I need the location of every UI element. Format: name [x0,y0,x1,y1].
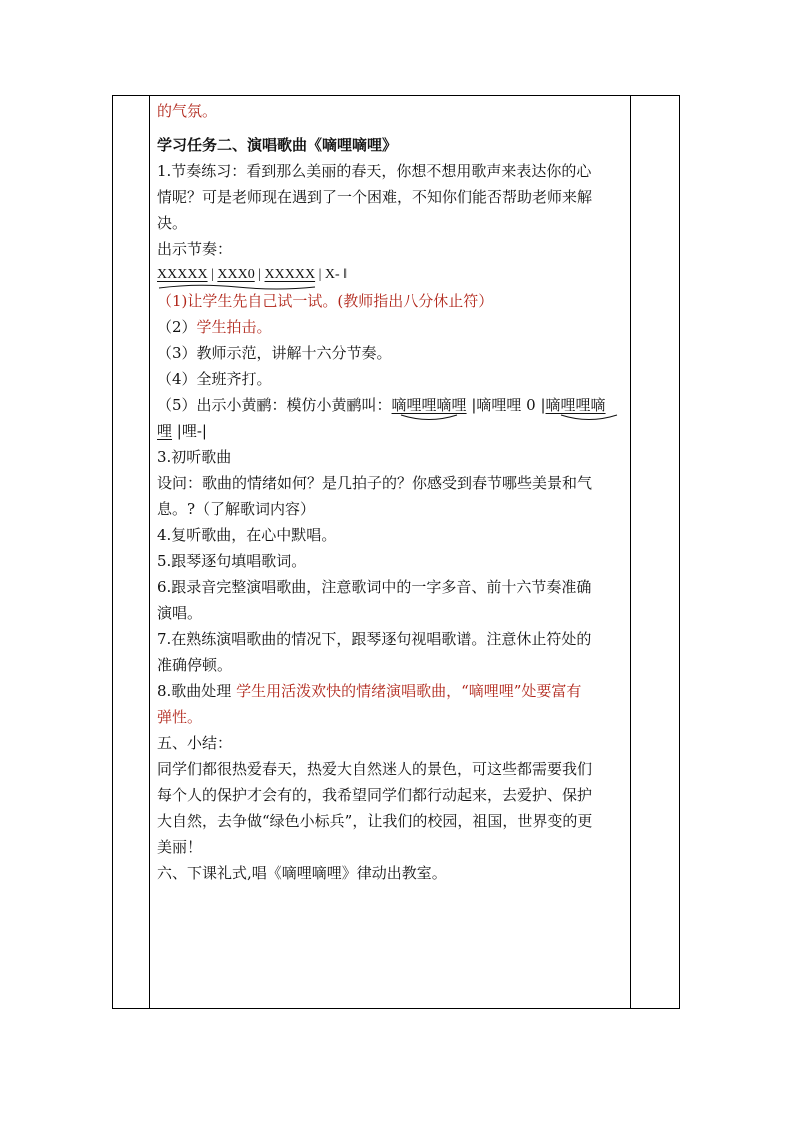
step-number: （2） [157,318,197,336]
text-line: 设问：歌曲的情绪如何？是几拍子的？你感受到春节哪些美景和气 [157,474,593,492]
text-line: 息。?（了解歌词内容） [157,500,316,518]
text-line: （1)让学生先自己试一试。(教师指出八分休止符） [157,292,494,310]
text-line: 7.在熟练演唱歌曲的情况下，跟琴逐句视唱歌谱。注意休止符处的 [157,630,592,648]
bird-call-notation: |哩-| [172,422,207,440]
text-line: 演唱。 [157,604,203,622]
text-line [157,678,627,704]
bar-line: | [254,267,265,282]
underline-curve-icon [157,282,317,292]
step-text: 8.歌曲处理 [157,682,237,700]
text-line [157,314,627,340]
slur-icon [559,412,619,422]
text-line: （4）全班齐打。 [157,370,272,388]
text-line: 6.跟录音完整演唱歌曲，注意歌词中的一字多音、前十六节奏准确 [157,578,592,596]
slur-icon [399,412,459,422]
lesson-plan-table [112,95,680,1009]
text-line: 4.复听歌曲，在心中默唱。 [157,526,337,544]
text-line: 出示节奏： [157,240,233,258]
step-text: 学生用活泼欢快的情绪演唱歌曲，“嘀哩哩”处要富有 [236,682,582,700]
text-line [157,392,627,418]
step-text: （5）出示小黄鹂：模仿小黄鹂叫： [157,396,392,414]
bird-call-notation: |嘀哩哩 0 | [466,396,546,414]
text-line: 决。 [157,214,188,232]
text-line: 每个人的保护才会有的，我希望同学们都行动起来，去爱护、保护 [157,786,593,804]
text-line: 情呢？可是老师现在遇到了一个困难，不知你们能否帮助老师来解 [157,188,593,206]
text-line: 的气氛。 [157,102,218,120]
text-line [157,418,627,444]
section-heading: 五、小结： [157,734,233,752]
text-line: 弹性。 [157,708,203,726]
section-heading: 学习任务二、演唱歌曲《嘀哩嘀哩》 [157,136,398,154]
text-line: 3.初听歌曲 [157,448,232,466]
text-line: （3）教师示范，讲解十六分节奏。 [157,344,392,362]
bar-line: | X- ‖ [315,267,348,282]
left-column-divider [149,96,150,1008]
text-line: 1.节奏练习：看到那么美丽的春天，你想不想用歌声来表达你的心 [157,162,592,180]
text-line: 5.跟琴逐句填唱歌词。 [157,552,307,570]
rhythm-group: XXXXX [264,267,316,282]
text-line: 同学们都很热爱春天，热爱大自然迷人的景色，可这些都需要我们 [157,760,593,778]
rhythm-notation [157,262,627,288]
text-line: 准确停顿。 [157,656,233,674]
rhythm-group: XXX0 [217,267,255,282]
lesson-content-cell [157,98,627,886]
bird-call-notation: 嘀哩哩嘀 [545,396,606,414]
rhythm-group: XXXXX [157,267,208,282]
step-text: 学生拍击。 [196,318,272,336]
text-line: 美丽！ [157,838,203,856]
bar-line: | [207,267,218,282]
bird-call-notation: 嘀哩哩嘀哩 [391,396,467,414]
section-heading: 六、下课礼式,唱《嘀哩嘀哩》律动出教室。 [157,864,447,882]
bird-call-notation: 哩 [157,422,173,440]
text-line: 大自然，去争做“绿色小标兵”，让我们的校园，祖国，世界变的更 [157,812,593,830]
right-column-divider [630,96,631,1008]
